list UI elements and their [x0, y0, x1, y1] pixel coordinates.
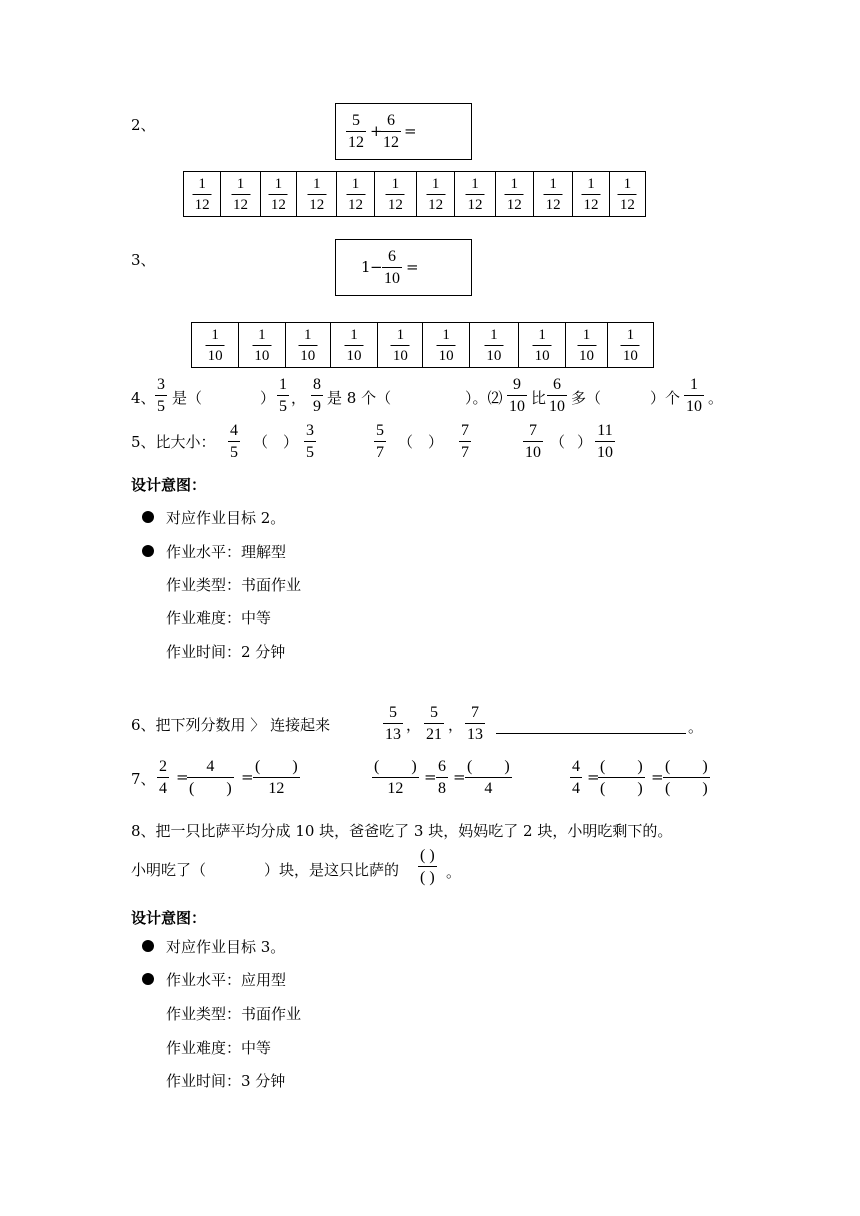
- q5-answer-open-paren: （: [550, 433, 566, 451]
- q8-answer-fraction: ( ) ( ): [420, 847, 435, 886]
- q7-equals: =: [176, 768, 189, 786]
- unit-fraction: 1 12: [348, 176, 364, 213]
- intent2-difficulty: 作业难度：中等: [166, 1039, 272, 1057]
- question-8-text: 8、把一只比萨平均分成 10 块，爸爸吃了 3 块，妈妈吃了 2 块，小明吃剩下的。: [131, 822, 673, 840]
- q5-answer-close-paren: ）: [577, 433, 593, 451]
- unit-fraction: 1 10: [438, 327, 454, 364]
- fraction-strip-cell: [470, 323, 519, 367]
- question-6-text: 6、把下列分数用 〉 连接起来: [131, 716, 331, 734]
- unit-fraction: 1 12: [545, 176, 561, 213]
- intent1-difficulty: 作业难度：中等: [166, 609, 272, 627]
- q6-fraction-2: 5 21: [426, 704, 442, 743]
- q4-comma: ，: [291, 389, 307, 407]
- fraction-strip-cell: [331, 323, 378, 367]
- fraction-strip-cell: [337, 172, 374, 216]
- q2-fraction-b: 6 12: [383, 112, 399, 151]
- unit-fraction: 1 12: [506, 176, 522, 213]
- fraction-strip-cell: [423, 323, 469, 367]
- fraction-strip-cell: [261, 172, 297, 216]
- fraction-strip-cell: [566, 323, 607, 367]
- unit-fraction: 1 12: [619, 176, 635, 213]
- q8-text-a: 小明吃了（: [131, 861, 207, 879]
- unit-fraction: 1 10: [300, 327, 316, 364]
- q7-equals: =: [241, 768, 254, 786]
- bullet-icon: [142, 940, 154, 952]
- question-2-number: 2、: [131, 116, 156, 134]
- q7-fraction-2: 4 ( ): [189, 758, 232, 797]
- fraction-strip-cell: [221, 172, 260, 216]
- bullet-icon: [142, 511, 154, 523]
- intent1-goal: 对应作业目标 2。: [166, 509, 286, 527]
- q5-left-fraction: 5 7: [376, 422, 384, 461]
- q3-whole: 1: [361, 258, 371, 276]
- q6-comma: ，: [406, 716, 422, 734]
- tenths-fraction-strip: [191, 322, 654, 368]
- q2-plus: +: [370, 122, 383, 140]
- q7-equals: =: [424, 768, 437, 786]
- unit-fraction: 1 10: [486, 327, 502, 364]
- q5-left-fraction: 4 5: [230, 422, 238, 461]
- intent1-level: 作业水平：理解型: [166, 543, 287, 561]
- question-4-number: 4、: [131, 389, 156, 407]
- question-5-label: 5、比大小：: [131, 433, 216, 451]
- unit-fraction: 1 12: [309, 176, 325, 213]
- q6-comma: ，: [448, 716, 464, 734]
- q7-equals: =: [587, 768, 600, 786]
- q7-fraction-1: 2 4: [159, 758, 167, 797]
- q4-end: 。: [708, 389, 724, 407]
- q4-fraction-1: 3 5: [157, 376, 165, 415]
- q4-text-5: 比: [531, 389, 547, 407]
- q7-equals: =: [651, 768, 664, 786]
- q8-text-b: ）块，是这只比萨的: [264, 861, 400, 879]
- q8-end: 。: [446, 863, 462, 881]
- q6-fraction-1: 5 13: [385, 704, 401, 743]
- fraction-strip-cell: [534, 172, 573, 216]
- fraction-strip-cell: [297, 172, 337, 216]
- q7-fraction-5: 6 8: [438, 758, 446, 797]
- fraction-strip-cell: [417, 172, 455, 216]
- unit-fraction: 1 10: [392, 327, 408, 364]
- fraction-strip-cell: [286, 323, 331, 367]
- question-3-number: 3、: [131, 251, 156, 269]
- intent2-time: 作业时间：3 分钟: [166, 1072, 286, 1090]
- fraction-strip-cell: [455, 172, 495, 216]
- q4-text-1: 是（: [172, 389, 203, 407]
- bullet-icon: [142, 973, 154, 985]
- fraction-strip-cell: [378, 323, 423, 367]
- fraction-strip-cell: [239, 323, 285, 367]
- question-7-number: 7、: [131, 770, 156, 788]
- unit-fraction: 1 10: [346, 327, 362, 364]
- unit-fraction: 1 10: [622, 327, 638, 364]
- q3-minus: −: [370, 258, 383, 276]
- q7-fraction-6: ( ) 4: [467, 758, 510, 797]
- q7-fraction-9: ( ) ( ): [665, 758, 708, 797]
- design-intent-title-1: 设计意图：: [131, 476, 207, 494]
- q7-equals: =: [453, 768, 466, 786]
- unit-fraction: 1 10: [579, 327, 594, 364]
- q4-text-3: 是 8 个（: [327, 389, 392, 407]
- intent1-time: 作业时间：2 分钟: [166, 643, 286, 661]
- q5-answer-close-paren: ）: [428, 433, 444, 451]
- q4-text-6: 多（: [571, 389, 602, 407]
- fraction-strip-cell: [519, 323, 566, 367]
- q7-fraction-8: ( ) ( ): [600, 758, 643, 797]
- q4-text-4: ）。⑵: [465, 389, 503, 407]
- q3-equals: =: [406, 258, 419, 276]
- intent1-type: 作业类型：书面作业: [166, 576, 302, 594]
- q7-fraction-7: 4 4: [572, 758, 580, 797]
- q2-fraction-a: 5 12: [348, 112, 364, 151]
- q5-answer-open-paren: （: [253, 433, 269, 451]
- unit-fraction: 1 10: [207, 327, 223, 364]
- q6-fraction-3: 7 13: [467, 704, 483, 743]
- q4-fraction-5: 6 10: [549, 376, 565, 415]
- fraction-strip-cell: [573, 172, 609, 216]
- unit-fraction: 1 10: [254, 327, 270, 364]
- q3-fraction: 6 10: [384, 248, 400, 287]
- design-intent-title-2: 设计意图：: [131, 909, 207, 927]
- q5-left-fraction: 7 10: [525, 422, 541, 461]
- fraction-strip-cell: [375, 172, 417, 216]
- q6-end: 。: [688, 718, 704, 736]
- q7-fraction-4: ( ) 12: [374, 758, 417, 797]
- fraction-strip-cell: [496, 172, 534, 216]
- intent2-type: 作业类型：书面作业: [166, 1005, 302, 1023]
- intent2-level: 作业水平：应用型: [166, 971, 287, 989]
- q3-expression-box: [335, 239, 472, 296]
- unit-fraction: 1 12: [270, 176, 286, 213]
- unit-fraction: 1 10: [534, 327, 550, 364]
- q4-text-2: ）: [260, 389, 276, 407]
- fraction-strip-cell: [184, 172, 221, 216]
- fraction-strip-cell: [192, 323, 239, 367]
- unit-fraction: 1 12: [387, 176, 403, 213]
- unit-fraction: 1 12: [194, 176, 210, 213]
- q5-answer-open-paren: （: [398, 433, 414, 451]
- q4-fraction-2: 1 5: [279, 376, 287, 415]
- q2-expression-box: [335, 103, 472, 160]
- q7-fraction-3: ( ) 12: [255, 758, 298, 797]
- q5-answer-close-paren: ）: [283, 433, 299, 451]
- unit-fraction: 1 12: [428, 176, 444, 213]
- q4-fraction-3: 8 9: [313, 376, 321, 415]
- q4-fraction-6: 1 10: [686, 376, 702, 415]
- intent2-goal: 对应作业目标 3。: [166, 938, 286, 956]
- unit-fraction: 1 12: [467, 176, 483, 213]
- q4-fraction-4: 9 10: [509, 376, 525, 415]
- unit-fraction: 1 12: [233, 176, 249, 213]
- q4-text-7: ）个: [650, 389, 681, 407]
- twelfths-fraction-strip: [183, 171, 646, 217]
- bullet-icon: [142, 545, 154, 557]
- q5-right-fraction: 11 10: [597, 422, 613, 461]
- q6-answer-line[interactable]: [496, 733, 686, 734]
- fraction-strip-cell: [610, 172, 645, 216]
- q5-right-fraction: 7 7: [461, 422, 469, 461]
- fraction-strip-cell: [608, 323, 653, 367]
- q5-right-fraction: 3 5: [306, 422, 314, 461]
- q2-equals: =: [404, 122, 417, 140]
- unit-fraction: 1 12: [583, 176, 599, 213]
